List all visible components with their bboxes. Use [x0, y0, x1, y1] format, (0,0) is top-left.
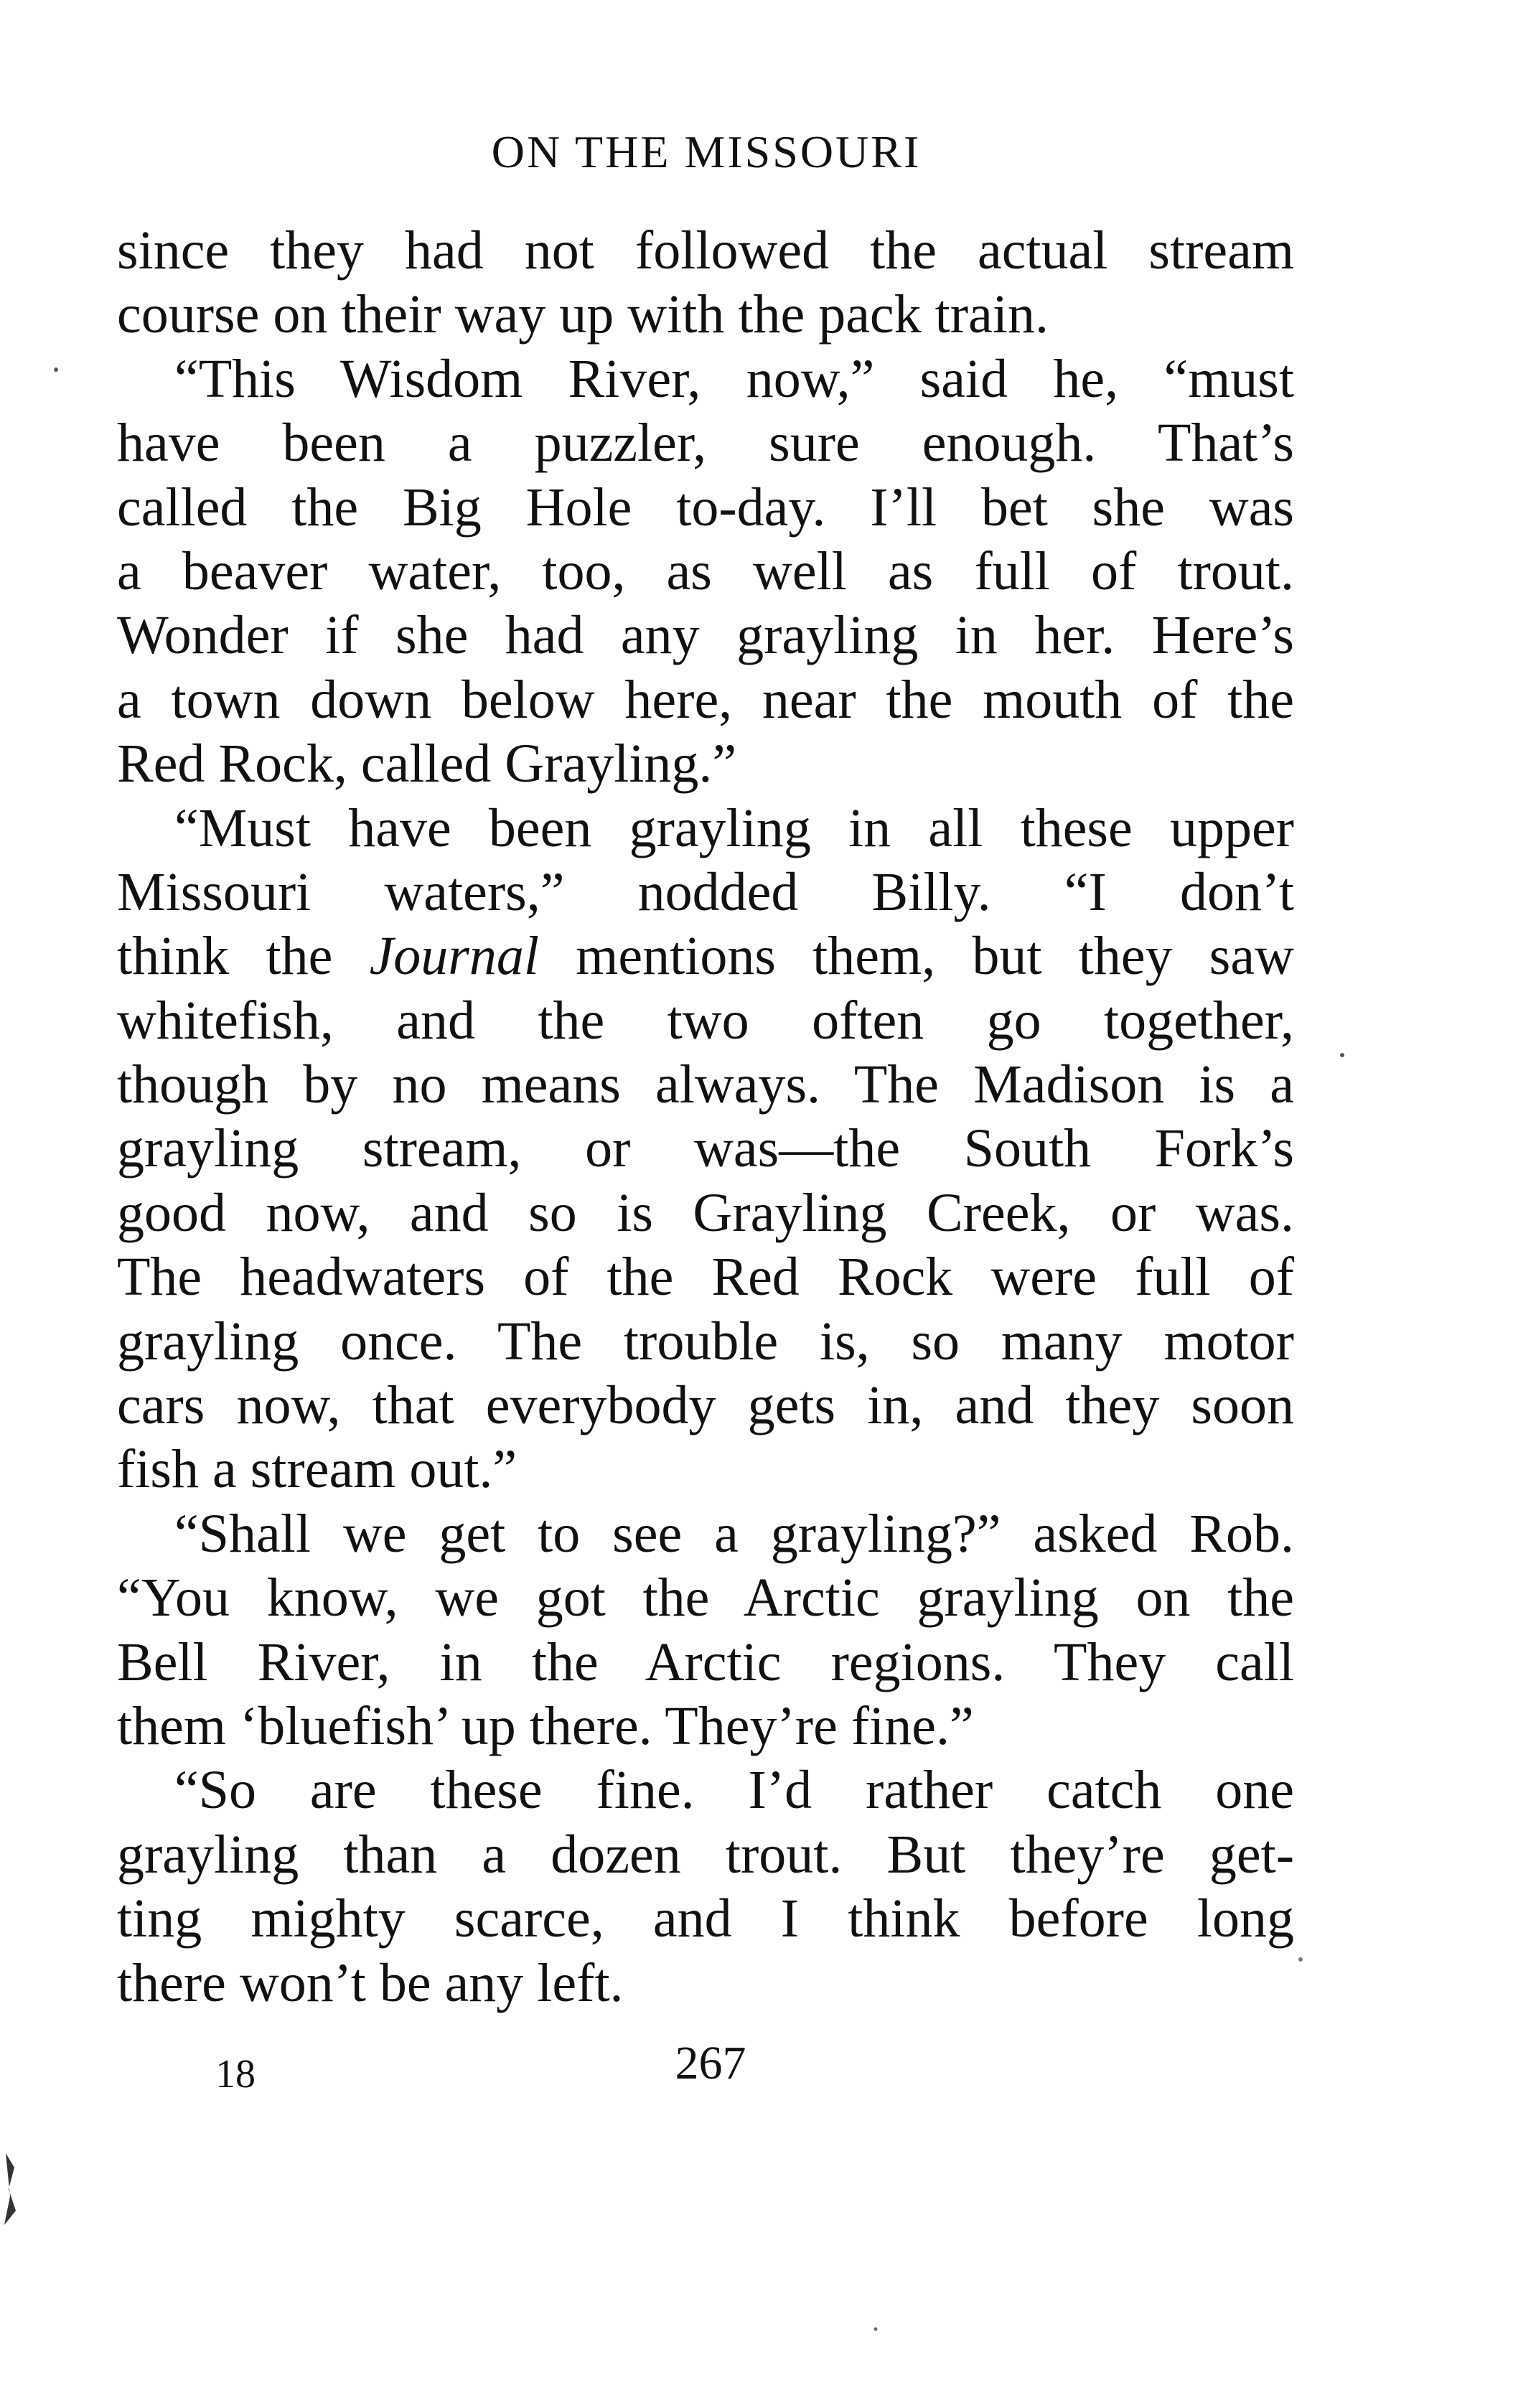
text-line: a town down below here, near the mouth of the: [117, 669, 1294, 730]
text-line: called the Big Hole to-day. I’ll bet she was: [117, 477, 1294, 538]
text-line: there won’t be any left.: [117, 1952, 624, 2013]
text-line: Bell River, in the Arctic regions. They call: [117, 1631, 1294, 1692]
text-line: them ‘bluefish’ up there. They’re fine.”: [117, 1695, 974, 1756]
page-number: 267: [675, 2037, 746, 2089]
text-line: “This Wisdom River, now,” said he, “must: [174, 348, 1294, 409]
text-line: The headwaters of the Red Rock were full of: [117, 1247, 1294, 1308]
text-line: [117, 924, 1294, 988]
text-line: ting mighty scarce, and I think before long: [117, 1888, 1294, 1949]
text-line: cars now, that everybody gets in, and they soon: [117, 1375, 1294, 1436]
text-line: Red Rock, called Grayling.”: [117, 734, 737, 795]
text-line: Wonder if she had any grayling in her. Here’s: [117, 605, 1294, 666]
text-segment: think the: [117, 926, 370, 987]
signature-mark: 18: [215, 2052, 256, 2097]
text-line: a beaver water, too, as well as full of trout.: [117, 540, 1294, 601]
text-line: though by no means always. The Madison is a: [117, 1054, 1294, 1115]
text-line: whitefish, and the two often go together,: [117, 990, 1294, 1051]
text-line: course on their way up with the pack train.: [117, 284, 1049, 345]
text-line: have been a puzzler, sure enough. That’s: [117, 413, 1294, 474]
text-line: Missouri waters,” nodded Billy. “I don’t: [117, 861, 1294, 922]
text-line: “Must have been grayling in all these upper: [174, 797, 1294, 858]
italic-title: Journal: [369, 926, 540, 987]
body-text: [117, 219, 1294, 2015]
text-line: “So are these fine. I’d rather catch one: [174, 1760, 1294, 1821]
text-line: since they had not followed the actual stream: [117, 220, 1294, 281]
text-line: fish a stream out.”: [117, 1439, 517, 1500]
text-line: grayling than a dozen trout. But they’re get-: [117, 1824, 1294, 1885]
text-line: “Shall we get to see a grayling?” asked Rob.: [174, 1503, 1294, 1564]
text-line: grayling stream, or was—the South Fork’s: [117, 1118, 1294, 1179]
text-line: “You know, we got the Arctic grayling on the: [117, 1568, 1294, 1629]
text-line: grayling once. The trouble is, so many motor: [117, 1311, 1294, 1372]
text-line: good now, and so is Grayling Creek, or was.: [117, 1182, 1294, 1243]
running-head: ON THE MISSOURI: [491, 126, 922, 177]
text-segment: mentions them, but they saw: [539, 926, 1295, 987]
